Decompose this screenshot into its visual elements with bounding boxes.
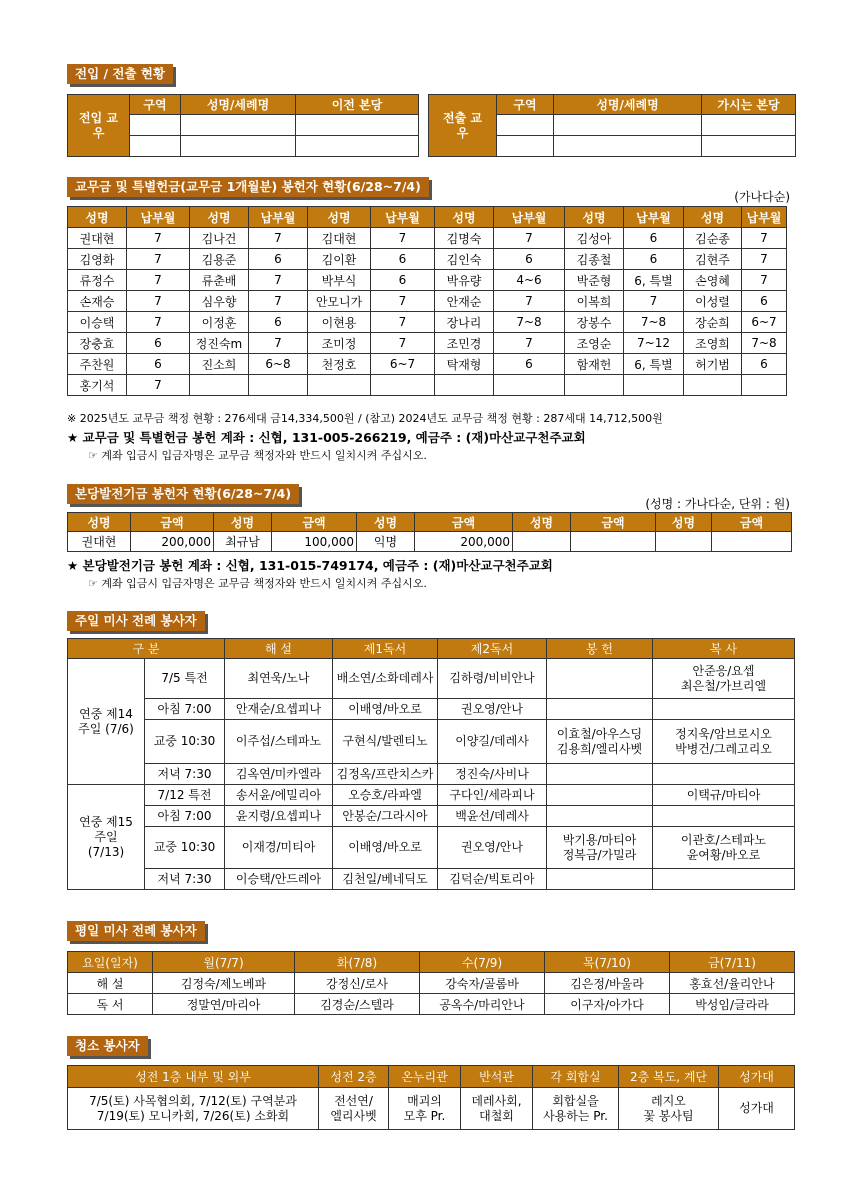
fund-account: ★ 본당발전기금 봉헌 계좌 : 신협, 131-015-749174, 예금주 : (재)마산교구천주교회 [67,558,553,573]
dues-name-cell: 홍기석 [68,375,127,396]
dues-name-cell: 진소희 [190,354,249,375]
dues-name-cell: 김이환 [308,249,371,270]
dues-month-cell: 6, 특별 [624,354,684,375]
dues-month-cell: 7 [249,291,308,312]
weekday-col: 화(7/8) [295,952,420,973]
weekday-server-cell: 박성임/글라라 [670,994,795,1015]
sunday-server-cell: 이관호/스테파노 윤여황/바오로 [653,827,795,869]
dues-month-cell: 6 [371,270,435,291]
dues-name-cell: 권대현 [68,228,127,249]
dues-month-cell [494,375,565,396]
sunday-row [68,699,795,720]
dues-month-cell: 7 [127,291,190,312]
dues-row [68,228,787,249]
sunday-week-label: 연중 제14주일 (7/6) [68,659,145,785]
sunday-col: 복 사 [653,639,795,659]
sunday-server-cell: 김천일/베네딕도 [333,869,438,890]
dues-month-cell: 7 [371,228,435,249]
dues-month-cell: 7 [249,270,308,291]
dues-col-month: 납부월 [494,207,565,228]
dues-month-cell: 7 [127,270,190,291]
sunday-mass-time: 저녁 7:30 [145,764,225,785]
sunday-server-cell: 권오영/안나 [438,827,547,869]
sunday-server-cell: 이승택/안드레아 [225,869,333,890]
dues-month-cell [371,375,435,396]
sunday-server-cell: 안준응/요셉 최은철/가브리엘 [653,659,795,699]
dues-name-cell: 심우향 [190,291,249,312]
fund-col-amount: 금액 [272,513,357,532]
fund-amount-cell: 200,000 [131,532,214,552]
dues-name-cell: 이현용 [308,312,371,333]
fund-col-amount: 금액 [415,513,513,532]
dues-name-cell [308,375,371,396]
dues-name-cell: 장나리 [435,312,494,333]
dues-month-cell: 7 [371,291,435,312]
cleaning-col: 성전 1층 내부 및 외부 [68,1066,319,1088]
dues-month-cell: 6 [127,354,190,375]
transfer-out-col: 성명/세례명 [554,95,702,115]
transfer-in-col: 이전 본당 [296,95,419,115]
sunday-row [68,869,795,890]
sunday-server-cell [653,764,795,785]
dues-name-cell: 이성렬 [684,291,742,312]
cleaning-col: 각 회합실 [533,1066,619,1088]
fund-col-name: 성명 [357,513,415,532]
fund-name-cell: 최규남 [214,532,272,552]
weekday-server-cell: 정말연/마리아 [153,994,295,1015]
cleaning-cell: 전선연/ 엘리사벳 [319,1088,389,1130]
cleaning-cell: 데레사회, 대철회 [461,1088,533,1130]
sunday-row [68,764,795,785]
sunday-server-cell: 오승호/라파엘 [333,785,438,806]
sunday-server-cell [547,659,653,699]
transfer-out-label: 전출 교우 [429,95,497,157]
dues-name-cell: 김나건 [190,228,249,249]
dues-month-cell: 6, 특별 [624,270,684,291]
dues-col-month: 납부월 [624,207,684,228]
cleaning-col: 2층 복도, 계단 [619,1066,719,1088]
dues-name-cell: 박부식 [308,270,371,291]
sunday-server-cell: 권오영/안나 [438,699,547,720]
cleaning-section-title: 청소 봉사자 [67,1036,148,1056]
weekday-server-cell: 이구자/아가다 [545,994,670,1015]
dues-name-cell: 함재헌 [565,354,624,375]
transfer-out-table [428,94,796,157]
sunday-server-cell: 김하령/비비안나 [438,659,547,699]
dues-col-name: 성명 [565,207,624,228]
dues-name-cell: 정진숙m [190,333,249,354]
weekday-server-cell: 홍효선/율리안나 [670,973,795,994]
dues-month-cell: 7 [742,270,787,291]
weekday-row [68,973,795,994]
dues-name-cell: 김성아 [565,228,624,249]
transfer-in-label: 전입 교우 [68,95,130,157]
weekday-server-cell: 강정신/로사 [295,973,420,994]
fund-amount-cell [712,532,792,552]
dues-month-cell: 7 [249,333,308,354]
fund-name-cell [513,532,571,552]
sunday-server-cell: 안봉순/그라시아 [333,806,438,827]
sunday-server-cell: 김옥연/미카엘라 [225,764,333,785]
fund-col-name: 성명 [513,513,571,532]
dues-row [68,291,787,312]
sunday-server-cell: 이재경/미티아 [225,827,333,869]
dues-name-cell [435,375,494,396]
sunday-server-cell: 이주섭/스테파노 [225,720,333,764]
cleaning-col: 반석관 [461,1066,533,1088]
dues-month-cell: 6 [494,354,565,375]
sunday-server-cell: 구다인/세라피나 [438,785,547,806]
weekday-row [68,994,795,1015]
dues-month-cell [742,375,787,396]
dues-name-cell: 김명숙 [435,228,494,249]
sunday-row [68,720,795,764]
dues-month-cell: 6~8 [249,354,308,375]
sunday-mass-time: 교중 10:30 [145,720,225,764]
sunday-server-cell [653,806,795,827]
dues-col-name: 성명 [308,207,371,228]
dues-account-note: ☞ 계좌 입금시 입금자명은 교무금 책정자와 반드시 일치시켜 주십시오. [88,449,427,462]
fund-name-cell [656,532,712,552]
weekday-col: 목(7/10) [545,952,670,973]
dues-name-cell: 류춘배 [190,270,249,291]
dues-month-cell: 6 [742,291,787,312]
dues-name-cell: 김영화 [68,249,127,270]
transfer-in-col: 구역 [130,95,181,115]
cleaning-col: 성가대 [719,1066,795,1088]
fund-name-cell: 익명 [357,532,415,552]
dues-name-cell: 김인숙 [435,249,494,270]
dues-col-name: 성명 [68,207,127,228]
cleaning-cell: 매괴의 모후 Pr. [389,1088,461,1130]
fund-col-name: 성명 [68,513,131,532]
sunday-server-cell: 김정옥/프란치스카 [333,764,438,785]
dues-name-cell: 안모니가 [308,291,371,312]
dues-month-cell: 4~6 [494,270,565,291]
weekday-col: 금(7/11) [670,952,795,973]
sunday-row [68,659,795,699]
sunday-server-cell: 이효철/아우스딩 김용희/엘리사벳 [547,720,653,764]
dues-name-cell: 천정호 [308,354,371,375]
dues-row [68,270,787,291]
dues-row [68,375,787,396]
dues-month-cell: 7 [742,228,787,249]
weekday-server-cell: 김정숙/제노베파 [153,973,295,994]
dues-row [68,312,787,333]
dues-name-cell: 장봉수 [565,312,624,333]
sunday-server-cell [547,869,653,890]
sunday-row [68,785,795,806]
sunday-server-cell [547,785,653,806]
dues-month-cell: 7 [127,375,190,396]
dues-row [68,354,787,375]
fund-amount-cell: 100,000 [272,532,357,552]
dues-name-cell [190,375,249,396]
dues-name-cell: 류정수 [68,270,127,291]
transfer-section-title: 전입 / 전출 현황 [67,64,173,84]
transfer-out-col: 구역 [497,95,554,115]
dues-col-month: 납부월 [742,207,787,228]
dues-name-cell: 장순희 [684,312,742,333]
sunday-server-cell [653,699,795,720]
dues-name-cell: 조영희 [684,333,742,354]
dues-name-cell: 탁재형 [435,354,494,375]
fund-section-title: 본당발전기금 봉헌자 현황(6/28~7/4) [67,484,299,504]
fund-col-amount: 금액 [131,513,214,532]
dues-month-cell [249,375,308,396]
sunday-mass-time: 7/5 특전 [145,659,225,699]
sunday-mass-time: 저녁 7:30 [145,869,225,890]
cleaning-cell: 회합실을 사용하는 Pr. [533,1088,619,1130]
sunday-server-cell [653,869,795,890]
sunday-row [68,827,795,869]
dues-name-cell [684,375,742,396]
weekday-section-title: 평일 미사 전례 봉사자 [67,921,205,941]
dues-month-cell: 7 [494,291,565,312]
sunday-server-cell: 이배영/바오로 [333,827,438,869]
dues-month-cell: 6 [371,249,435,270]
weekday-col: 월(7/7) [153,952,295,973]
sunday-col: 제1독서 [333,639,438,659]
sunday-server-cell: 윤지령/요셉피나 [225,806,333,827]
dues-name-cell: 이승택 [68,312,127,333]
dues-month-cell: 7 [494,333,565,354]
dues-month-cell: 6 [127,333,190,354]
sunday-server-cell: 김덕순/빅토리아 [438,869,547,890]
dues-month-cell: 6 [624,228,684,249]
sunday-mass-time: 교중 10:30 [145,827,225,869]
sunday-server-cell: 안재순/요셉피나 [225,699,333,720]
weekday-table [67,951,795,1015]
dues-name-cell: 김현주 [684,249,742,270]
dues-sort-note: (가나다순) [734,190,790,204]
fund-name-cell: 권대현 [68,532,131,552]
weekday-col: 요일(일자) [68,952,153,973]
dues-footnote: ※ 2025년도 교무금 책정 현황 : 276세대 금14,334,500원 / (참고) 2024년도 교무금 책정 현황 : 287세대 14,712,500원 [67,412,663,425]
dues-month-cell: 7 [249,228,308,249]
fund-col-amount: 금액 [712,513,792,532]
transfer-in-col: 성명/세례명 [181,95,296,115]
fund-account-note: ☞ 계좌 입금시 입금자명은 교무금 책정자와 반드시 일치시켜 주십시오. [88,577,427,590]
sunday-section-title: 주일 미사 전례 봉사자 [67,611,205,631]
weekday-server-cell: 공옥수/마리안나 [420,994,545,1015]
dues-row [68,333,787,354]
sunday-server-cell [547,806,653,827]
fund-sort-note: (성명 : 가나다순, 단위 : 원) [645,497,790,511]
dues-month-cell: 6 [742,354,787,375]
dues-name-cell: 이정훈 [190,312,249,333]
dues-name-cell: 허기범 [684,354,742,375]
dues-account: ★ 교무금 및 특별헌금 봉헌 계좌 : 신협, 131-005-266219, 예금주 : (재)마산교구천주교회 [67,430,586,445]
dues-month-cell: 7 [742,249,787,270]
dues-month-cell: 6 [249,249,308,270]
fund-col-amount: 금액 [571,513,656,532]
cleaning-cell: 성가대 [719,1088,795,1130]
dues-name-cell: 조영순 [565,333,624,354]
sunday-server-cell: 정진숙/사비나 [438,764,547,785]
dues-name-cell: 손재승 [68,291,127,312]
fund-table [67,512,792,552]
weekday-col: 수(7/9) [420,952,545,973]
dues-col-name: 성명 [435,207,494,228]
cleaning-col: 성전 2층 [319,1066,389,1088]
dues-month-cell: 6 [494,249,565,270]
transfer-in-table [67,94,419,157]
sunday-week-label: 연중 제15주일 (7/13) [68,785,145,890]
sunday-col: 제2독서 [438,639,547,659]
sunday-server-cell [547,699,653,720]
sunday-col: 해 설 [225,639,333,659]
sunday-mass-time: 아침 7:00 [145,699,225,720]
dues-name-cell: 주찬원 [68,354,127,375]
fund-amount-cell [571,532,656,552]
sunday-server-cell: 이택규/마티아 [653,785,795,806]
fund-col-name: 성명 [656,513,712,532]
transfer-out-col: 가시는 본당 [702,95,796,115]
dues-month-cell: 6~7 [742,312,787,333]
dues-month-cell: 7 [127,228,190,249]
sunday-server-cell [547,764,653,785]
dues-month-cell: 7 [494,228,565,249]
cleaning-table [67,1065,795,1130]
dues-name-cell: 김순종 [684,228,742,249]
dues-name-cell: 조미정 [308,333,371,354]
weekday-role: 해 설 [68,973,153,994]
dues-table [67,206,787,396]
sunday-col: 구 분 [68,639,225,659]
dues-month-cell: 7~8 [624,312,684,333]
sunday-server-cell: 송서윤/에밀리아 [225,785,333,806]
dues-name-cell: 김종철 [565,249,624,270]
sunday-mass-time: 7/12 특전 [145,785,225,806]
dues-month-cell: 6 [624,249,684,270]
sunday-server-cell: 정지욱/암브로시오 박병건/그레고리오 [653,720,795,764]
fund-col-name: 성명 [214,513,272,532]
dues-name-cell: 조민경 [435,333,494,354]
dues-name-cell: 김용준 [190,249,249,270]
dues-col-name: 성명 [684,207,742,228]
sunday-server-cell: 백윤선/데레사 [438,806,547,827]
dues-section-title: 교무금 및 특별헌금(교무금 1개월분) 봉헌자 현황(6/28~7/4) [67,177,429,197]
dues-col-month: 납부월 [371,207,435,228]
dues-name-cell [565,375,624,396]
cleaning-cell: 레지오 꽃 봉사팀 [619,1088,719,1130]
dues-month-cell: 7~8 [494,312,565,333]
sunday-server-cell: 구현식/발렌티노 [333,720,438,764]
fund-amount-cell: 200,000 [415,532,513,552]
dues-month-cell: 7 [624,291,684,312]
dues-month-cell: 6~7 [371,354,435,375]
dues-month-cell: 7~12 [624,333,684,354]
sunday-mass-time: 아침 7:00 [145,806,225,827]
dues-month-cell: 7 [371,312,435,333]
dues-month-cell: 7 [127,249,190,270]
dues-month-cell: 7 [127,312,190,333]
weekday-server-cell: 강숙자/골롬바 [420,973,545,994]
dues-name-cell: 김대현 [308,228,371,249]
sunday-table [67,638,795,890]
weekday-server-cell: 김경순/스텔라 [295,994,420,1015]
dues-col-month: 납부월 [249,207,308,228]
weekday-role: 독 서 [68,994,153,1015]
sunday-server-cell: 이양길/데레사 [438,720,547,764]
dues-name-cell: 손영혜 [684,270,742,291]
dues-col-name: 성명 [190,207,249,228]
sunday-server-cell: 배소연/소화데레사 [333,659,438,699]
dues-name-cell: 박준형 [565,270,624,291]
dues-month-cell: 7~8 [742,333,787,354]
sunday-server-cell: 최연욱/노나 [225,659,333,699]
dues-name-cell: 안재순 [435,291,494,312]
dues-name-cell: 장충효 [68,333,127,354]
cleaning-cell: 7/5(토) 사목협의회, 7/12(토) 구역분과 7/19(토) 모니카회, 7/26(토) 소화회 [68,1088,319,1130]
weekday-server-cell: 김은정/바울라 [545,973,670,994]
sunday-server-cell: 이배영/바오로 [333,699,438,720]
dues-month-cell: 6 [249,312,308,333]
cleaning-col: 온누리관 [389,1066,461,1088]
dues-col-month: 납부월 [127,207,190,228]
dues-name-cell: 이복희 [565,291,624,312]
dues-month-cell: 7 [371,333,435,354]
dues-name-cell: 박유량 [435,270,494,291]
sunday-col: 봉 헌 [547,639,653,659]
dues-row [68,249,787,270]
dues-month-cell [624,375,684,396]
sunday-row [68,806,795,827]
sunday-server-cell: 박기용/마티아 정복금/가밀라 [547,827,653,869]
